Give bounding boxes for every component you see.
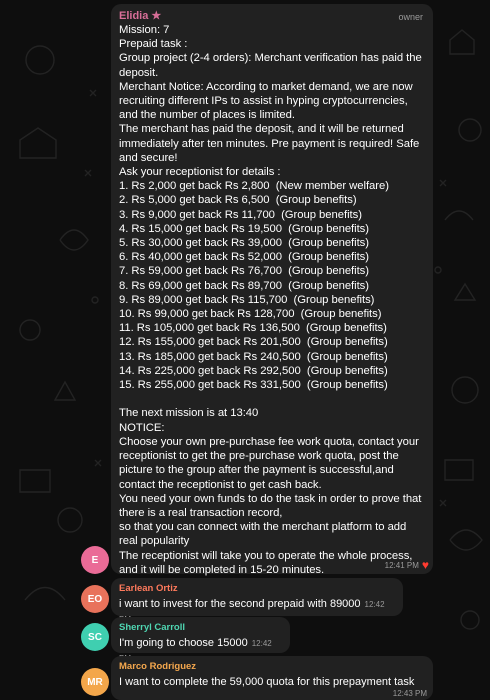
message-bubble[interactable] (111, 578, 403, 616)
avatar[interactable] (81, 623, 109, 651)
message-text: Mission: 7 Prepaid task : Group project (2-4 orders): Merchant verification has paid the deposit. Merchant Notice: According to market demand, we are now recruiting different IPs to assist in hyping cryptocurrencies, and the number of places is limited. The merchant has paid the deposit, and it will be returned immediately after ten minutes. Pre payment is required! Safe and secure! Ask your receptionist for details : 1. Rs 2,000 get back Rs 2,800 (New member welfare) 2. Rs 5,000 get back Rs 6,500 (Group benefits) 3. Rs 9,000 get back Rs 11,700 (Group benefits) 4. Rs 15,000 get back Rs 19,500 (Group benefits) 5. Rs 30,000 get back Rs 39,000 (Group benefits) 6. Rs 40,000 get back Rs 52,000 (Group benefits) 7. Rs 59,000 get back Rs 76,700 (Group benefits) 8. Rs 69,000 get back Rs 89,700 (Group benefits) 9. Rs 89,000 get back Rs 115,700 (Group benefits) 10. Rs 99,000 get back Rs 128,700 (Group benefits) 11. Rs 105,000 get back Rs 136,500 (Group benefits) 12. Rs 155,000 get back Rs 201,500 (Group benefits) 13. Rs 185,000 get back Rs 240,500 (Group benefits) 14. Rs 225,000 get back Rs 292,500 (Group benefits) 15. Rs 255,000 get back Rs 331,500 (Group benefits) The next mission is at 13:40 NOTICE: Choose your own pre-purchase fee work quota, contact your receptionist to get the pre-purchase work quota, post the picture to the group after the payment is successful,and contact the receptionist to get cash back. You need your own funds to do the task in order to prove that there is a real transaction record, so that you can connect with the merchant platform to add real popularity The receptionist will take you to operate the whole process, and it will be completed in 15-20 minutes. (119, 24, 422, 576)
star-badge-icon: ★ (151, 10, 162, 22)
avatar[interactable] (81, 668, 109, 696)
message-text-content: I'm going to choose 15000 (119, 637, 248, 649)
avatar-initials: EO (87, 593, 103, 605)
message-time: 12:43 PM (392, 689, 427, 698)
heart-reaction-icon[interactable]: ♥ (421, 558, 429, 572)
message-time: 12:42 (364, 600, 385, 609)
message-text (119, 675, 425, 689)
avatar[interactable] (81, 546, 109, 574)
message-text-content: I want to complete the 59,000 quota for this prepayment task (119, 676, 415, 688)
avatar-initials: MR (87, 676, 103, 688)
message-meta (385, 559, 429, 571)
message-bubble[interactable] (111, 617, 290, 653)
message-bubble[interactable] (111, 656, 433, 700)
avatar-initials: SC (88, 631, 102, 643)
avatar-initials: E (91, 554, 99, 566)
avatar[interactable] (81, 585, 109, 613)
sender-name-text[interactable]: Elidia (119, 10, 149, 22)
sender-name[interactable]: Marco Rodriguez (119, 661, 197, 672)
message-time: 12:42 (251, 639, 272, 648)
sender-name[interactable]: Sherryl Carroll (119, 622, 185, 633)
sender-name[interactable]: Earlean Ortiz (119, 583, 178, 594)
message-bubble[interactable] (111, 4, 433, 574)
role-badge: owner (398, 12, 423, 22)
message-time: 12:41 PM (384, 560, 419, 570)
message-text-content: i want to invest for the second prepaid with 89000 (119, 598, 361, 610)
sender-name[interactable] (119, 10, 425, 22)
